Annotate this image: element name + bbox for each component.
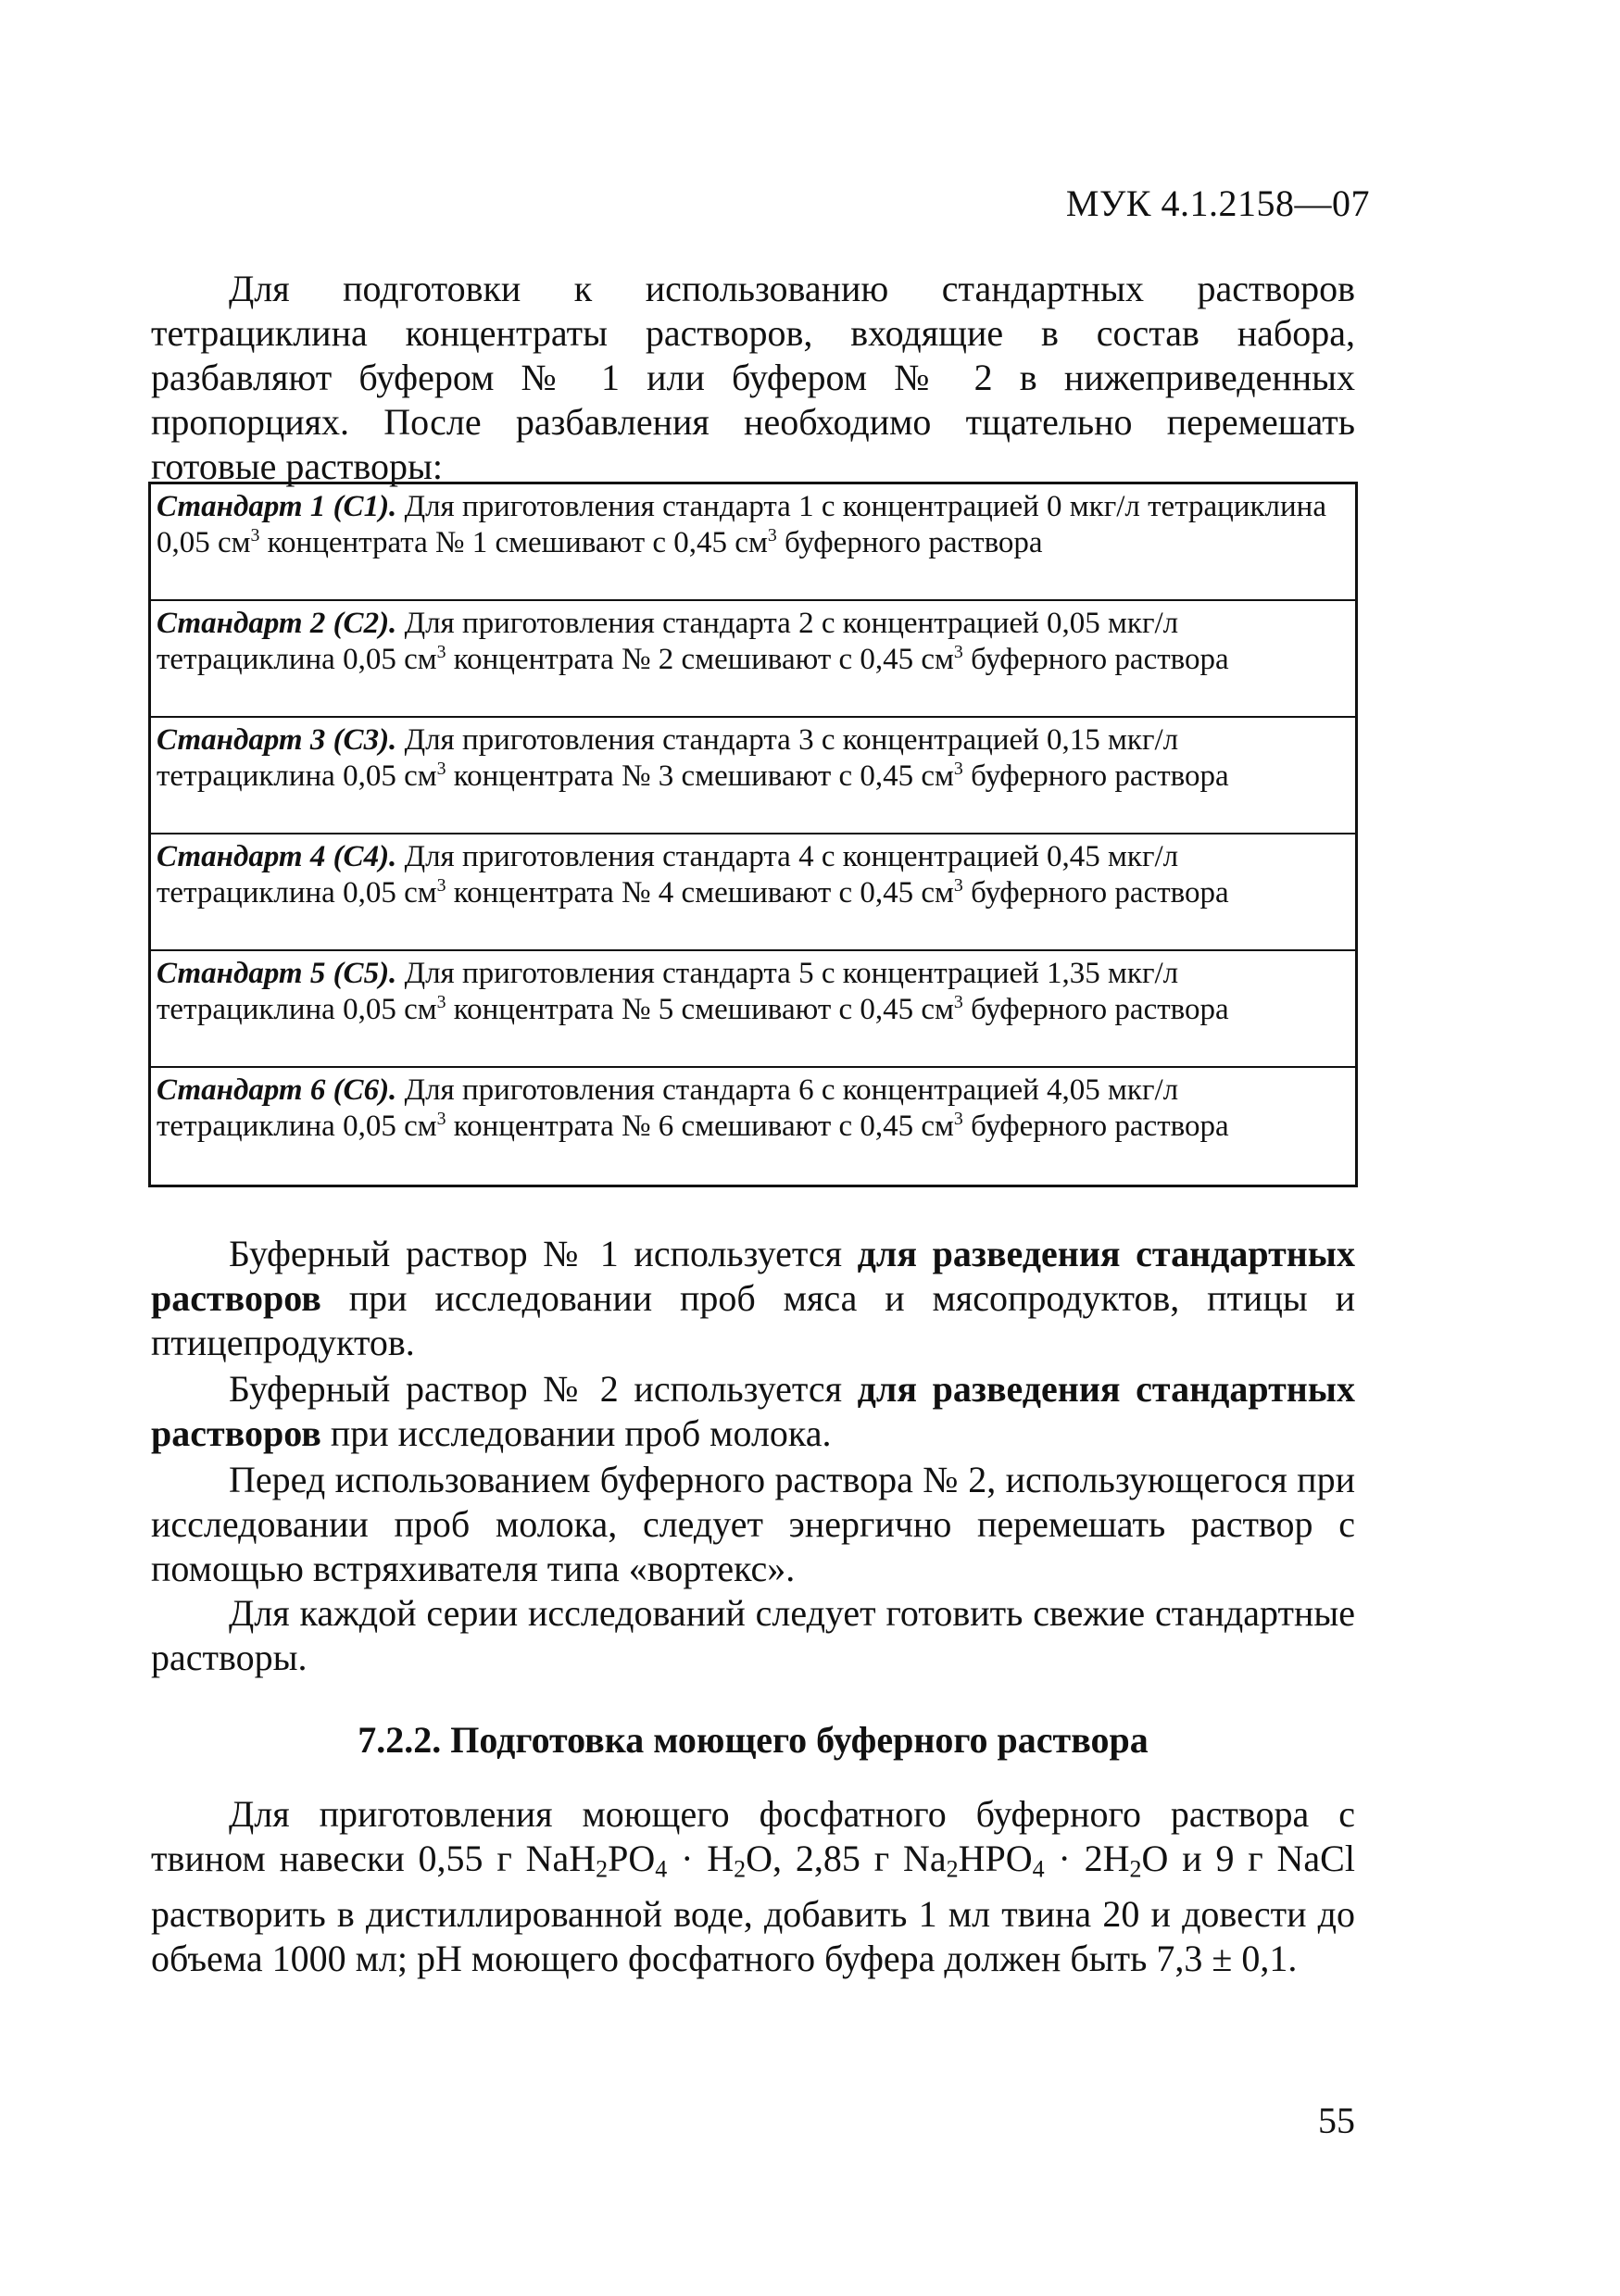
bold-emphasis: для разведения стандартных растворов [151,1233,1355,1319]
standard-name: Стандарт 2 (С2). [157,607,397,640]
buffer1-paragraph: Буферный раствор № 1 используется для разведения стандартных растворов при исследовании проб мяса и мясопродуктов, птицы и птицепродуктов. [151,1233,1355,1363]
vortex-paragraph: Перед использованием буферного раствора № 2, использующегося при исследовании проб молока, следует энергично перемешать раствор с помощью встряхивателя типа «вортекс». [151,1459,1355,1589]
intro-text: Для подготовки к использованию стандартных растворов тетрациклина концентраты растворов, входящие в состав набора, разбавляют буфером № 1 или буфером № 2 в нижеприведенных пропорциях. После разбавления необходимо тщательно перемешать готовые растворы: [151,268,1355,487]
buffer2-paragraph: Буферный раствор № 2 используется для разведения стандартных растворов при исследовании проб молока. [151,1368,1355,1454]
standard-row-2: Стандарт 2 (С2). Для приготовления стандарта 2 с концентрацией 0,05 мкг/л тетрациклина 0,05 $см^3$ концентрата № 2 смешивают с 0,45 $см^3$ буферного раствора [151,601,1355,718]
bold-emphasis: для разведения стандартных растворов [151,1368,1355,1454]
standard-name: Стандарт 5 (С5). [157,957,397,990]
standards-table [148,482,1358,1187]
standard-row-5: Стандарт 5 (С5). Для приготовления стандарта 5 с концентрацией 1,35 мкг/л тетрациклина 0,05 $см^3$ концентрата № 5 смешивают с 0,45 $см^3$ буферного раствора [151,951,1355,1068]
standard-name: Стандарт 6 (С6). [157,1073,397,1107]
standard-name: Стандарт 3 (С3). [157,723,397,757]
fresh-solutions-paragraph: Для каждой серии исследований следует готовить свежие стандартные растворы. [151,1592,1355,1678]
document-code-header: МУК 4.1.2158—07 [1065,182,1370,224]
section-heading: 7.2.2. Подготовка моющего буферного раствора [358,1719,1149,1761]
standard-row-3: Стандарт 3 (С3). Для приготовления стандарта 3 с концентрацией 0,15 мкг/л тетрациклина 0,05 $см^3$ концентрата № 3 смешивают с 0,45 $см^3$ буферного раствора [151,718,1355,834]
wash-buffer-paragraph: Для приготовления моющего фосфатного буферного раствора с твином навески 0,55 г $NaH_2PO_4 \cdot H_2O$, 2,85 г $Na_2HPO_4 \cdot 2H_2O$ и 9 г NaCl растворить в дистиллированной воде, добавить 1 мл твина 20 и довести до объема 1000 мл; pH моющего фосфатного буфера должен быть 7,3 ± 0,1. [151,1793,1355,1979]
page-number: 55 [1318,2100,1355,2141]
standard-name: Стандарт 4 (С4). [157,840,397,873]
standard-row-1: Стандарт 1 (С1). Для приготовления стандарта 1 с концентрацией 0 мкг/л тетрациклина 0,05 $см^3$ концентрата № 1 смешивают с 0,45 $см^3$ буферного раствора [151,484,1355,601]
standard-name: Стандарт 1 (С1). [157,490,397,523]
standard-row-4: Стандарт 4 (С4). Для приготовления стандарта 4 с концентрацией 0,45 мкг/л тетрациклина 0,05 $см^3$ концентрата № 4 смешивают с 0,45 $см^3$ буферного раствора [151,834,1355,951]
standard-row-6: Стандарт 6 (С6). Для приготовления стандарта 6 с концентрацией 4,05 мкг/л тетрациклина 0,05 $см^3$ концентрата № 6 смешивают с 0,45 $см^3$ буферного раствора [157,1073,1229,1143]
intro-paragraph [151,267,1355,489]
